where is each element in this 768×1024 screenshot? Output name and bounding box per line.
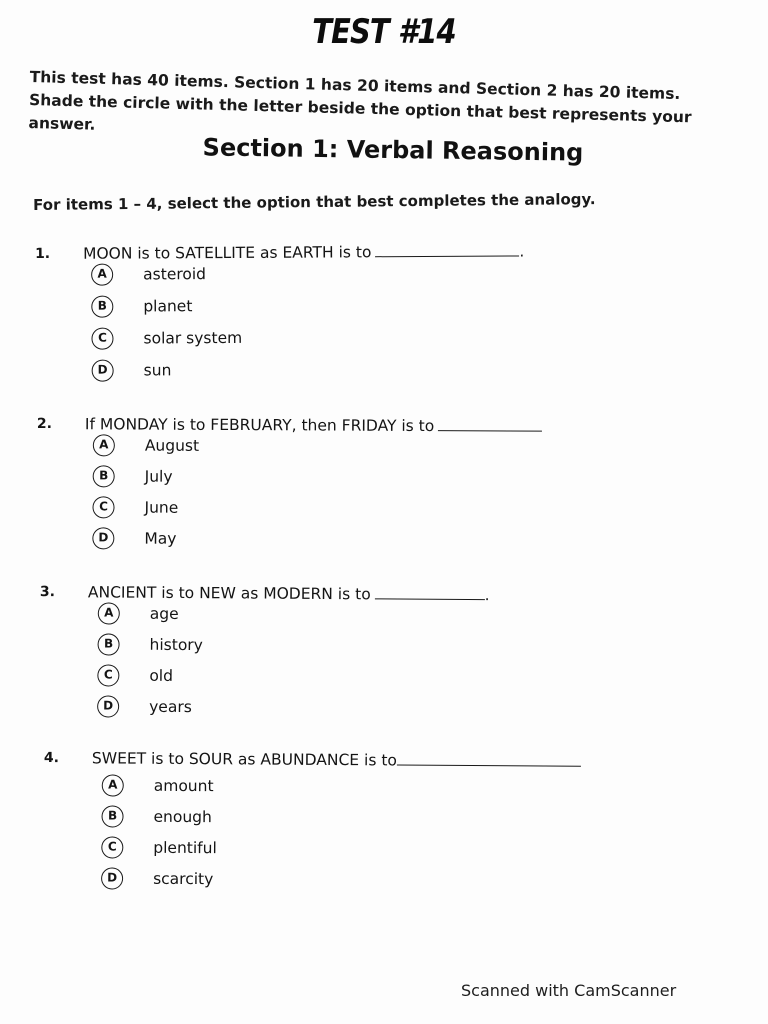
answer-bubble-c[interactable]: C [92, 496, 114, 518]
answer-bubble-d[interactable]: D [101, 867, 123, 889]
option-text: sun [143, 361, 172, 380]
option-text: amount [153, 776, 214, 796]
question-number: 1. [35, 245, 51, 262]
option-text: scarcity [153, 869, 214, 889]
option-c[interactable] [97, 664, 357, 692]
section-title: Section 1: Verbal Reasoning [202, 133, 584, 167]
option-d[interactable] [97, 695, 357, 723]
answer-bubble-b[interactable]: B [101, 805, 123, 827]
answer-blank [375, 241, 519, 257]
option-a[interactable] [102, 774, 362, 802]
question-stem [88, 582, 490, 604]
question-stem [85, 414, 542, 435]
question-stem-text: SWEET is to SOUR as ABUNDANCE is to [91, 749, 397, 770]
answer-bubble-a[interactable]: A [93, 434, 115, 456]
question-number: 4. [43, 750, 60, 767]
answer-bubble-b[interactable]: B [98, 633, 120, 655]
question-stem-text: ANCIENT is to NEW as MODERN is to [87, 583, 371, 604]
option-text: June [144, 498, 179, 517]
option-text: planet [143, 297, 193, 316]
question-stem [92, 748, 581, 770]
answer-blank [397, 750, 581, 766]
option-d[interactable] [92, 527, 352, 554]
option-text: plentiful [153, 838, 217, 858]
answer-bubble-c[interactable]: C [97, 664, 119, 686]
option-a[interactable] [98, 602, 358, 630]
option-text: solar system [143, 328, 243, 348]
answer-blank [375, 584, 485, 600]
answer-bubble-a[interactable]: A [98, 602, 120, 624]
option-d[interactable] [92, 358, 352, 385]
option-b[interactable] [97, 633, 357, 661]
question-trailing: . [519, 242, 525, 261]
option-b[interactable] [93, 465, 353, 492]
answer-bubble-d[interactable]: D [92, 360, 114, 382]
option-text: age [149, 604, 179, 623]
scanner-watermark: Scanned with CamScanner [461, 981, 677, 1000]
question-stem-text: If MONDAY is to FEBRUARY, then FRIDAY is to [84, 415, 435, 436]
test-intro: This test has 40 items. Section 1 has 20 items and Section 2 has 20 items. Shade the circle with the letter beside the option that best represents your answer. [28, 67, 692, 134]
option-text: May [144, 529, 177, 548]
option-a[interactable] [93, 434, 353, 461]
option-c[interactable] [92, 496, 352, 523]
test-title: TEST #14 [312, 12, 456, 52]
option-text: asteroid [143, 265, 207, 284]
question-stem [83, 241, 524, 262]
answer-bubble-d[interactable]: D [97, 695, 119, 717]
option-d[interactable] [101, 867, 361, 895]
answer-bubble-b[interactable]: B [91, 296, 113, 318]
option-text: history [149, 635, 203, 655]
option-text: old [149, 666, 174, 685]
answer-blank [438, 416, 542, 432]
option-b[interactable] [91, 294, 351, 321]
answer-bubble-c[interactable]: C [101, 836, 123, 858]
option-text: July [144, 467, 173, 486]
option-c[interactable] [91, 326, 351, 353]
answer-bubble-a[interactable]: A [102, 774, 124, 796]
section-instruction: For items 1 – 4, select the option that best completes the analogy. [33, 190, 596, 214]
option-b[interactable] [101, 805, 361, 833]
answer-bubble-b[interactable]: B [93, 465, 115, 487]
answer-bubble-a[interactable]: A [91, 264, 113, 286]
option-text: August [144, 436, 200, 455]
option-text: years [149, 697, 192, 717]
option-a[interactable] [91, 262, 351, 289]
question-number: 2. [36, 416, 53, 433]
question-trailing: . [484, 586, 490, 605]
question-number: 3. [39, 584, 56, 601]
question-stem-text: MOON is to SATELLITE as EARTH is to [82, 243, 372, 263]
answer-bubble-d[interactable]: D [92, 527, 114, 549]
option-text: enough [153, 807, 212, 827]
answer-bubble-c[interactable]: C [91, 328, 113, 350]
option-c[interactable] [101, 836, 361, 864]
